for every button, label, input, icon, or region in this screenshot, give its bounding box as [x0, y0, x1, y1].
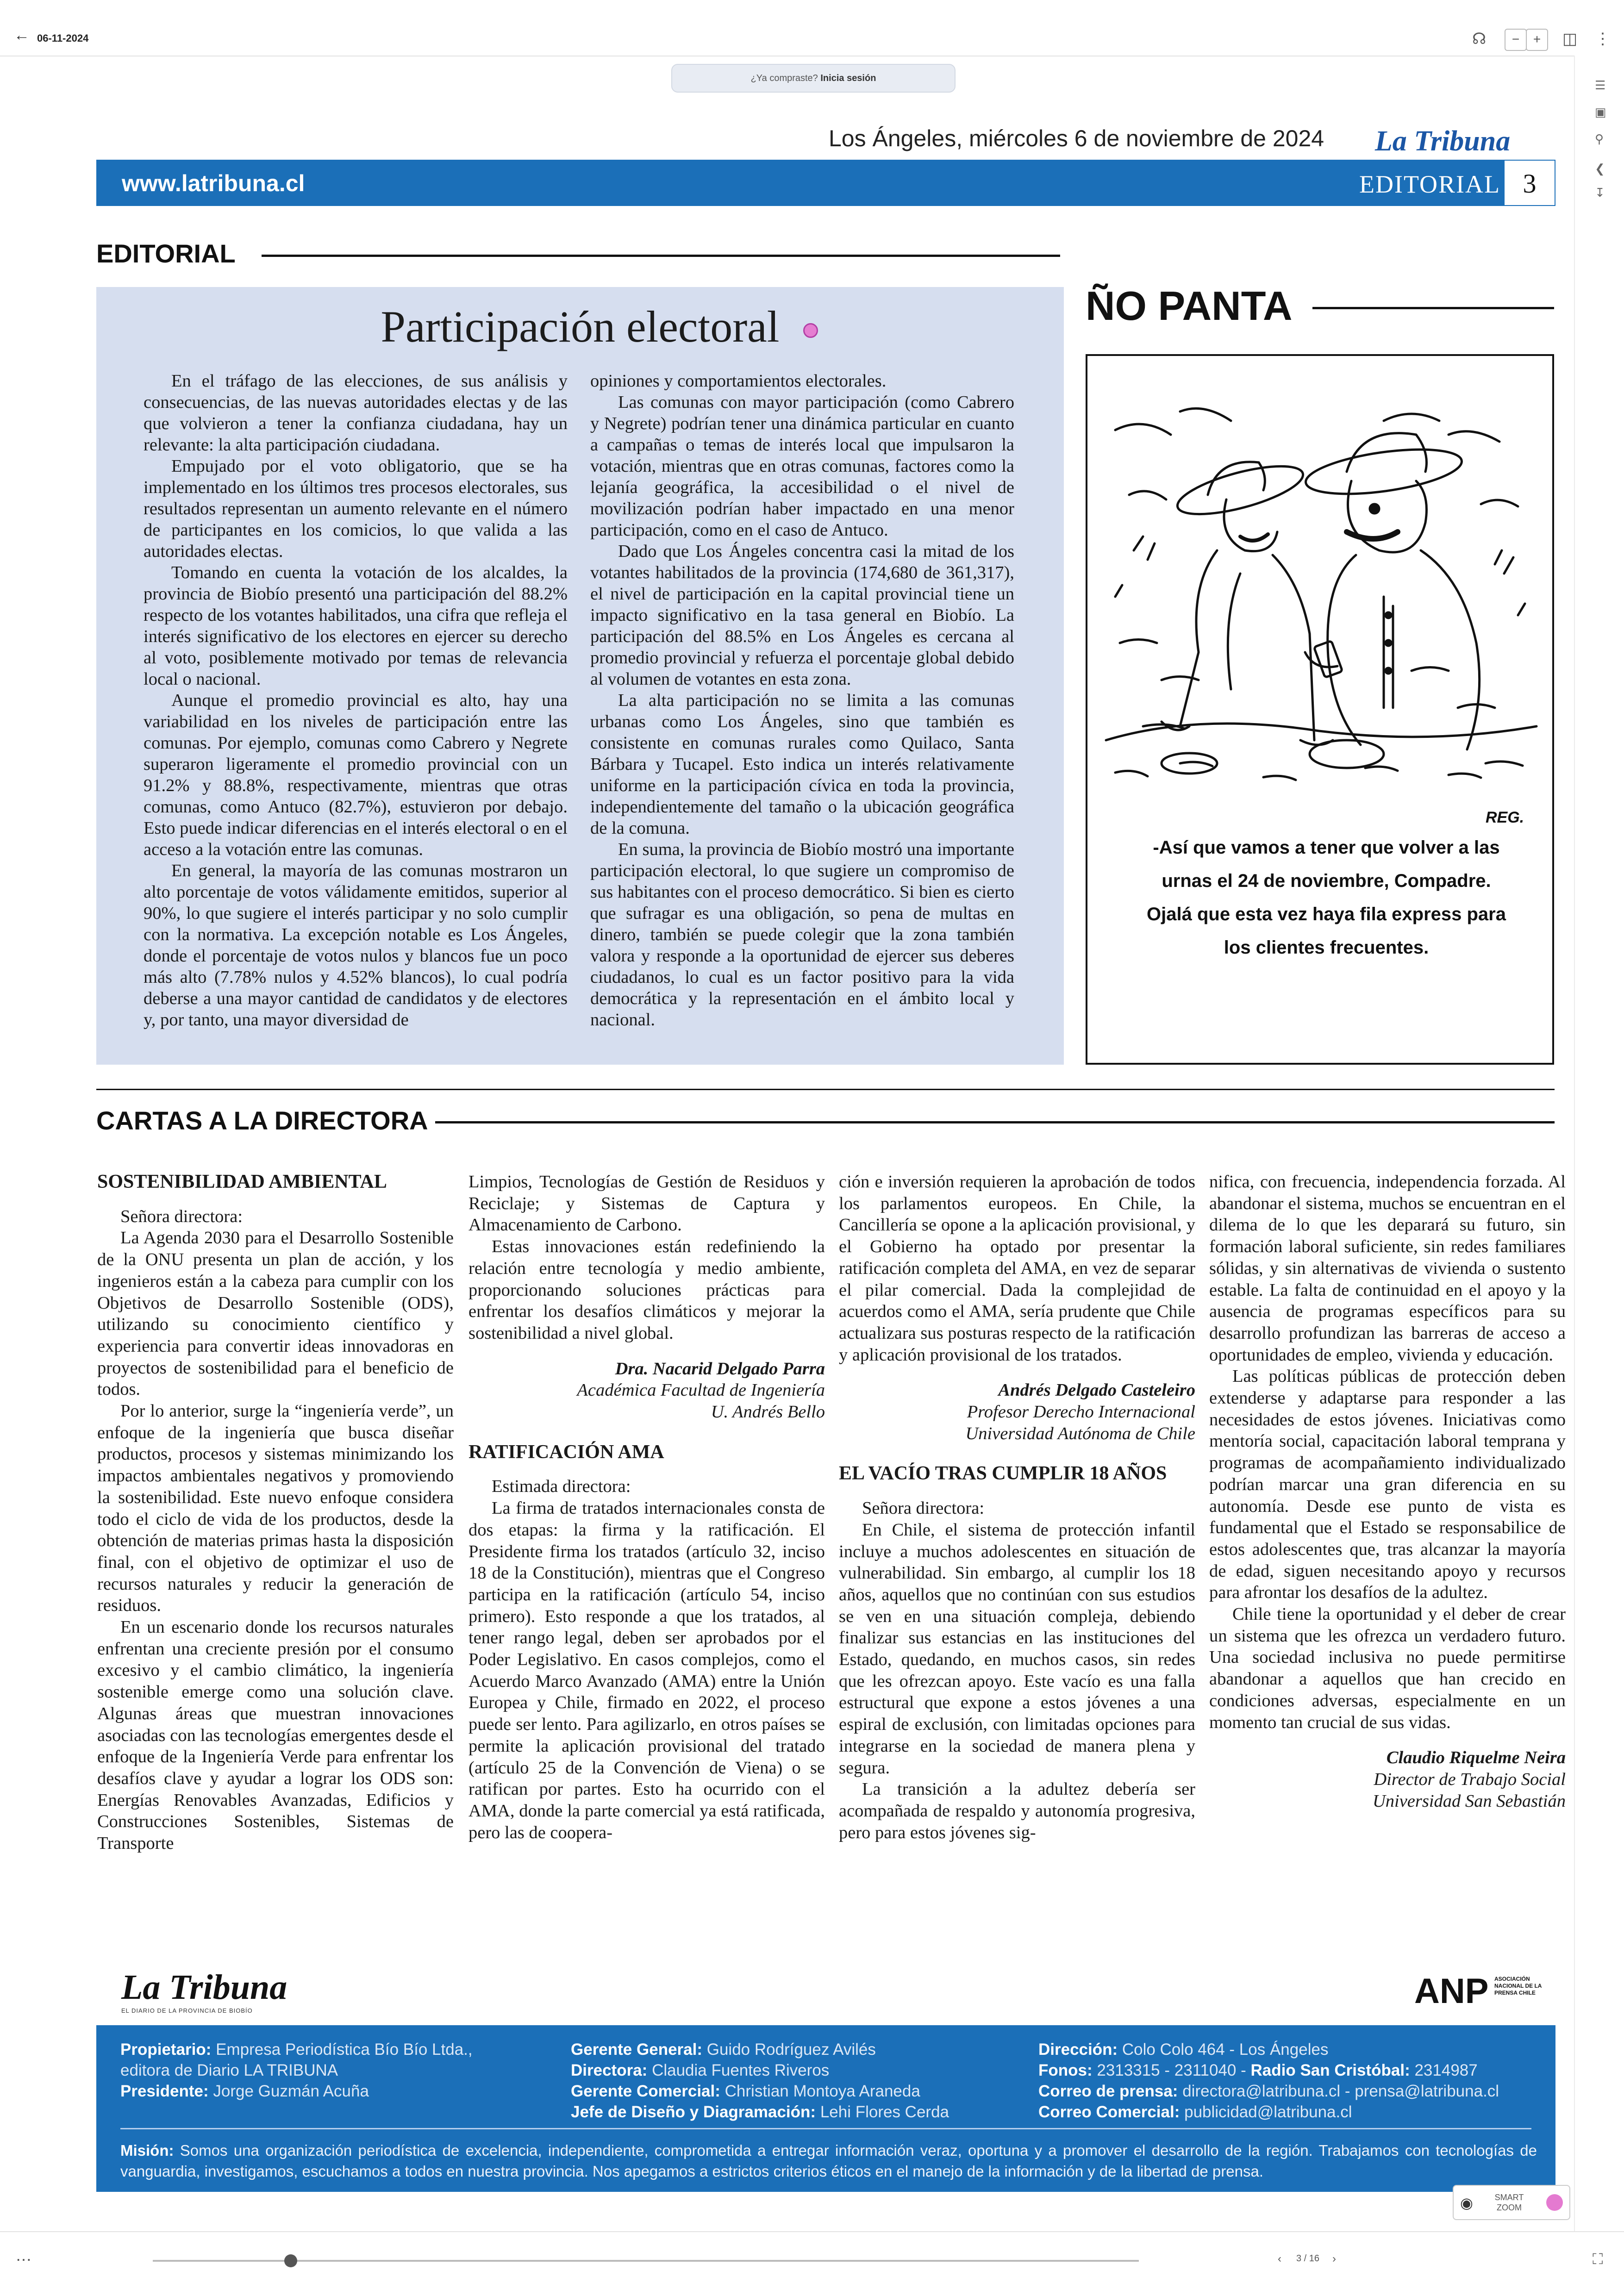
prev-page-icon[interactable]: ‹ [1278, 2252, 1281, 2265]
search-icon[interactable]: ⚲ [1595, 132, 1604, 146]
letter-greeting: Señora directora: [120, 1206, 243, 1226]
footer-divider [120, 2128, 1531, 2129]
letter-paragraph: La Agenda 2030 para el Desarrollo Sostenible de la ONU presenta un plan de acción, y los ingenieros están a la cabeza para cumplir con los Objetivos de Desarrollo Sostenible (ODS), utilizando su conocimiento científico y experiencia para convertir ideas innovadoras en proyectos de sostenibilidad para el beneficio de todos. [97, 1228, 454, 1399]
page-number: 3 [1504, 160, 1555, 206]
editorial-paragraph: Dado que Los Ángeles concentra casi la mitad de los votantes habilitados de la provincia (174,680 de 361,317), el nivel de participación en la capital provincial tiene un impacto significativo en la tasa general en Biobío. La participación del 88.5% en Los Ángeles es cercana al promedio provincial y refuerza el porcentaje global debido al volumen de votantes en esta zona. [590, 542, 1014, 689]
letter-heading: EL VACÍO TRAS CUMPLIR 18 AÑOS [839, 1463, 1167, 1485]
cartas-column-3 [839, 1171, 1195, 1843]
letter-paragraph: La firma de tratados internacionales consta de dos etapas: la firma y la ratificación. El Presidente firma los tratados (artículo 32, inciso 18 de la Constitución), mientras que el Congreso participa en la ratificación (artículo 54, inciso primero). Esto responde a que los tratados, al tener rango legal, deben ser aprobados por el Poder Legislativo. En casos complejos, como el Acuerdo Marco Avanzado (AMA) entre la Unión Europea y Chile, firmado en 2022, el proceso puede ser lento. Para agilizarlo, en otros países se permite la aplicación provisional del tratado (artículo 25 de la Convención de Viena) o se ratifican por partes. Esto ha ocurrido con el AMA, donde la parte comercial ya está ratificada, pero las de coopera- [468, 1498, 825, 1842]
arrow-left-icon[interactable]: ← [14, 27, 30, 44]
footer-logo-tagline: EL DIARIO DE LA PROVINCIA DE BIOBÍO [121, 2007, 253, 2014]
page-counter: 3 / 16 [1296, 2253, 1320, 2264]
letter-signature-title: Académica Facultad de Ingeniería [577, 1380, 825, 1400]
smart-zoom-label: SMART ZOOM [1494, 2193, 1524, 2212]
cartas-column-2 [468, 1171, 825, 1843]
toggle-icon [1546, 2194, 1563, 2211]
editorial-column-1 [144, 370, 568, 1030]
page-header-band [96, 160, 1555, 206]
editorial-paragraph: En suma, la provincia de Biobío mostró una importante participación electoral, lo que sugiere un compromiso de sus habitantes con el proceso democrático. Si bien es cierto que sufragar es una obligación, so pena de multas en dinero, también se puede colegir que la zona también valora y responde a la oportunidad de ejercer sus deberes ciudadanos, lo cual es un factor positivo para la vida democrática y la representación en el ámbito local y nacional. [590, 840, 1014, 1029]
zoom-out-button[interactable]: − [1505, 29, 1527, 51]
letter-signature-name: Claudio Riquelme Neira [1386, 1748, 1566, 1768]
letter-signature-name: Andrés Delgado Casteleiro [998, 1380, 1195, 1400]
eye-icon: ◉ [1460, 2195, 1473, 2211]
letter-paragraph: Estas innovaciones están redefiniendo la relación entre tecnología y medio ambiente, proporcionando soluciones prácticas para enfrentar los desafíos climáticos y mejorar la sostenibilidad a nivel global. [468, 1237, 825, 1343]
letter-paragraph: Chile tiene la oportunidad y el deber de crear un sistema que les ofrezca un verdadero futuro. Una sociedad inclusiva no puede permitirse abandonar a aquellos que han crecido en condiciones adversas, especialmente en un momento tan crucial de sus vidas. [1209, 1604, 1566, 1732]
footer-col-contact: Dirección: Colo Colo 464 - Los Ángeles Fonos: 2313315 - 2311040 - Radio San Cristóbal: 2314987 Correo de prensa: directora@latribuna.cl - prensa@latribuna.cl Correo Comercial: publicidad@latribuna.cl [1038, 2040, 1499, 2121]
smart-zoom-button[interactable] [1453, 2185, 1570, 2220]
letter-heading: RATIFICACIÓN AMA [468, 1441, 664, 1463]
edition-date: 06-11-2024 [37, 32, 89, 44]
editorial-paragraph: En el tráfago de las elecciones, de sus análisis y consecuencias, de las nuevas autoridades electas y de las que volvieron a tener la confianza ciudadana, hay un relevante: la alta participación ciudadana. [144, 371, 568, 455]
editorial-paragraph: La alta participación no se limita a las comunas urbanas como Los Ángeles, sino que también es consistente en comunas rurales como Quilaco, Santa Bárbara y Tucapel. Esto indica un interés relativamente uniforme en la participación cívica en toda la provincia, independientemente del tamaño o la ubicación geográfica de la comuna. [590, 691, 1014, 838]
letter-signature-institution: Universidad San Sebastián [1372, 1791, 1566, 1811]
cartas-column-4 [1209, 1171, 1566, 1812]
page-slider-track[interactable] [153, 2260, 1139, 2262]
editorial-paragraph: Tomando en cuenta la votación de los alcaldes, la provincia de Biobío presentó una participación del 88.2% respecto de los votantes habilitados, una cifra que refleja el interés significativo de los electores en ejercer su derecho al voto, posiblemente motivado por temas de relevancia local o nacional. [144, 563, 568, 689]
page-icon[interactable]: ▣ [1595, 106, 1606, 119]
letter-greeting: Señora directora: [862, 1498, 985, 1518]
section-name: EDITORIAL [1359, 170, 1500, 198]
place-date: Los Ángeles, miércoles 6 de noviembre de 2024 [829, 125, 1324, 151]
site-url[interactable]: www.latribuna.cl [122, 170, 305, 196]
letter-paragraph: Por lo anterior, surge la “ingeniería verde”, un enfoque de la ingeniería que busca diseñar productos, procesos y sistemas minimizando los impactos ambientales negativos y promoviendo la sostenibilidad. Este nuevo enfoque considera todo el ciclo de vida de los productos, desde la obtención de materias primas hasta la disposición final, con el objetivo de optimizar el uso de recursos naturales y reducir la generación de residuos. [97, 1401, 454, 1616]
letter-paragraph: Las políticas públicas de protección deben extenderse y adaptarse para responder a las necesidades de estos jóvenes. Iniciativas como mentoría social, capacitación laboral temprana y programas de acompañamiento individualizado podrían marcar una gran diferencia en su autonomía. Desde ese punto de vista es fundamental que el Estado se responsabilice de estos adolescentes que, tras alcanzar la mayoría de edad, siguen necesitando apoyo y recursos para afrontar los desafíos de la adultez. [1209, 1366, 1566, 1603]
newspaper-logo: La Tribuna [1375, 125, 1511, 157]
fullscreen-icon[interactable]: ⛶ [1593, 2251, 1603, 2267]
letter-paragraph: La transición a la adultez debería ser acompañada de respaldo y autonomía progresiva, pero para estos jóvenes sig- [839, 1779, 1195, 1842]
login-banner[interactable] [671, 64, 956, 93]
letter-paragraph: Limpios, Tecnologías de Gestión de Residuos y Reciclaje; y Sistemas de Captura y Almacenamiento de Carbono. [468, 1172, 825, 1235]
share-icon[interactable]: ❮ [1595, 162, 1605, 175]
section-rule [435, 1121, 1555, 1123]
letter-signature-title: Director de Trabajo Social [1374, 1769, 1566, 1789]
cartoon-caption: -Así que vamos a tener que volver a las urnas el 24 de noviembre, Compadre. Ojalá que esta vez haya fila express para los clientes frecuentes. [1147, 837, 1506, 958]
layout-icon[interactable]: ◫ [1562, 31, 1578, 48]
masthead-footer [96, 2025, 1555, 2192]
letter-paragraph: nifica, con frecuencia, independencia forzada. Al abandonar el sistema, muchos se encuentran en el dilema de lo que les deparará su futuro, sin formación laboral suficiente, sin redes familiares sólidas, y sin alternativas de vivienda o sustento estable. La falta de continuidad en el apoyo y la ausencia de programas específicos para su desarrollo profundizan las barreras de acceso a oportunidades de empleo, vivienda y educación. [1209, 1172, 1566, 1365]
divider [96, 1089, 1555, 1090]
editorial-title: Participación electoral [381, 302, 780, 351]
anp-logo-subtitle: ASOCIACIÓN NACIONAL DE LA PRENSA CHILE [1494, 1976, 1542, 1996]
editorial-paragraph: opiniones y comportamientos electorales. [590, 371, 887, 391]
editorial-paragraph: Aunque el promedio provincial es alto, hay una variabilidad en los niveles de participación entre las comunas. Por ejemplo, comunas como Cabrero y Negrete superaron ligeramente el promedio provincial con un 91.2% y 88.8%, respectivamente, mientras que otras comunas, como Antuco (82.7%), estuvieron por debajo. Esto puede indicar diferencias en el interés electoral o en el acceso a la votación entre las comunas. [144, 691, 568, 859]
zoom-in-button[interactable]: + [1526, 29, 1548, 51]
letter-signature-title: Profesor Derecho Internacional [967, 1402, 1195, 1422]
editorial-section-label: EDITORIAL [96, 239, 236, 268]
headphones-icon[interactable]: ☊ [1472, 31, 1487, 48]
login-prompt: ¿Ya compraste? [750, 73, 818, 83]
cartoon-signature: REG. [1486, 809, 1524, 826]
cartoon-section-label: ÑO PANTA [1086, 283, 1293, 329]
letter-paragraph: ción e inversión requieren la aprobación de todos los parlamentos europeos. En Chile, la Cancillería se opone a la aplicación provisional, y el Gobierno ha optado por presentar la ratificación completa del AMA, en vez de separar el pilar comercial. Dada la complejidad de acuerdos como el AMA, sería prudente que Chile actualizara sus posturas respecto de la ratificación y aplicación provisional de los tratados. [839, 1172, 1195, 1365]
audio-dot-icon[interactable] [803, 323, 818, 338]
login-link[interactable]: Inicia sesión [820, 73, 876, 83]
letter-greeting: Estimada directora: [492, 1477, 631, 1497]
footer-col-owner: Propietario: Empresa Periodística Bío Bío Ltda., editora de Diario LA TRIBUNA Presidente: Jorge Guzmán Acuña [120, 2040, 473, 2100]
section-rule [262, 255, 1060, 257]
letter-heading: SOSTENIBILIDAD AMBIENTAL [97, 1171, 387, 1192]
letter-signature-name: Dra. Nacarid Delgado Parra [615, 1359, 825, 1379]
editorial-paragraph: En general, la mayoría de las comunas mostraron un alto porcentaje de votos válidamente emitidos, superior al 90%, lo que sugiere el interés participar y no solo cumplir con la normativa. La excepción notable es Los Ángeles, donde el porcentaje de votos nulos y blancos fue un poco más alto (7.78% nulos y 4.52% blancos), lo cual podría deberse a una mayor cantidad de candidatos y de electores y, por tanto, una mayor diversidad de [144, 861, 568, 1029]
next-page-icon[interactable]: › [1332, 2252, 1336, 2265]
more-icon[interactable]: ⋮ [1595, 31, 1611, 48]
editorial-column-2 [590, 370, 1014, 1030]
editorial-paragraph: Las comunas con mayor participación (como Cabrero y Negrete) podrían tener una dinámica particular en cuanto a campañas o temas de interés local que impulsaron la votación, mientras que en otras comunas, factores como la lejanía geográfica, la accesibilidad o el nivel de movilización podrían haber impactado en una menor participación, como en el caso de Antuco. [590, 393, 1014, 540]
page-slider-handle[interactable] [284, 2254, 297, 2267]
letter-paragraph: En Chile, el sistema de protección infantil incluye a muchos adolescentes en situación de vulnerabilidad. Sin embargo, al cumplir los 18 años, aquellos que no continúan con sus estudios se ven en una situación compleja, debiendo finalizar sus estancias en las instituciones del Estado, quedando, en muchos casos, sin redes que les ofrezcan apoyo. Este vacío es una falla estructural que expone a estos jóvenes a una espiral de exclusión, con limitadas opciones para integrarse en la sociedad de manera plena y segura. [839, 1520, 1195, 1778]
editorial-paragraph: Empujado por el voto obligatorio, que se ha implementado en los últimos tres procesos electorales, sus resultados representan un aumento relevante en el número de participantes en los comicios, lo que valida a las autoridades electas. [144, 456, 568, 561]
mission-statement: Misión: Somos una organización periodística de excelencia, independiente, comprometida a entregar información veraz, oportuna y a promover el desarrollo de la región. Trabajamos con tecnologías de vanguardia, investigamos, escuchamos a todos en nuestra provincia. Nos apegamos a estrictos criterios éticos en el manejo de la información y de la libertad de prensa. [120, 2142, 1537, 2180]
cartas-column-1 [97, 1171, 454, 1854]
grid-icon[interactable]: ⋯ [16, 2252, 31, 2269]
letter-paragraph: En un escenario donde los recursos naturales enfrentan una creciente presión por el consumo excesivo y el cambio climático, la ingeniería sostenible emerge como una solución clave. Algunas áreas que muestran innovaciones asociadas con las tecnologías emergentes desde el enfoque de la Ingeniería Verde para enfrentar los desafíos clave y ayudar a lograr los ODS son: Energías Renovables Avanzadas, Edificios y Construcciones Sostenibles, Sistemas de Transporte [97, 1617, 454, 1853]
footer-logo: La Tribuna [121, 1968, 287, 2007]
letter-signature-institution: Universidad Autónoma de Chile [965, 1423, 1195, 1443]
right-tool-rail [1574, 56, 1624, 2231]
footer-col-staff: Gerente General: Guido Rodríguez Avilés Directora: Claudia Fuentes Riveros Gerente Comercial: Christian Montoya Araneda Jefe de Diseño y Diagramación: Lehi Flores Cerda [571, 2040, 949, 2121]
letter-signature-institution: U. Andrés Bello [711, 1402, 825, 1422]
anp-logo: ANP [1414, 1972, 1489, 2011]
cartas-section-label: CARTAS A LA DIRECTORA [96, 1106, 428, 1135]
list-icon[interactable]: ☰ [1595, 79, 1606, 92]
section-rule [1312, 307, 1554, 309]
viewer-top-bar [0, 0, 1624, 56]
viewer-bottom-bar [0, 2231, 1624, 2296]
download-icon[interactable]: ↧ [1595, 186, 1605, 200]
